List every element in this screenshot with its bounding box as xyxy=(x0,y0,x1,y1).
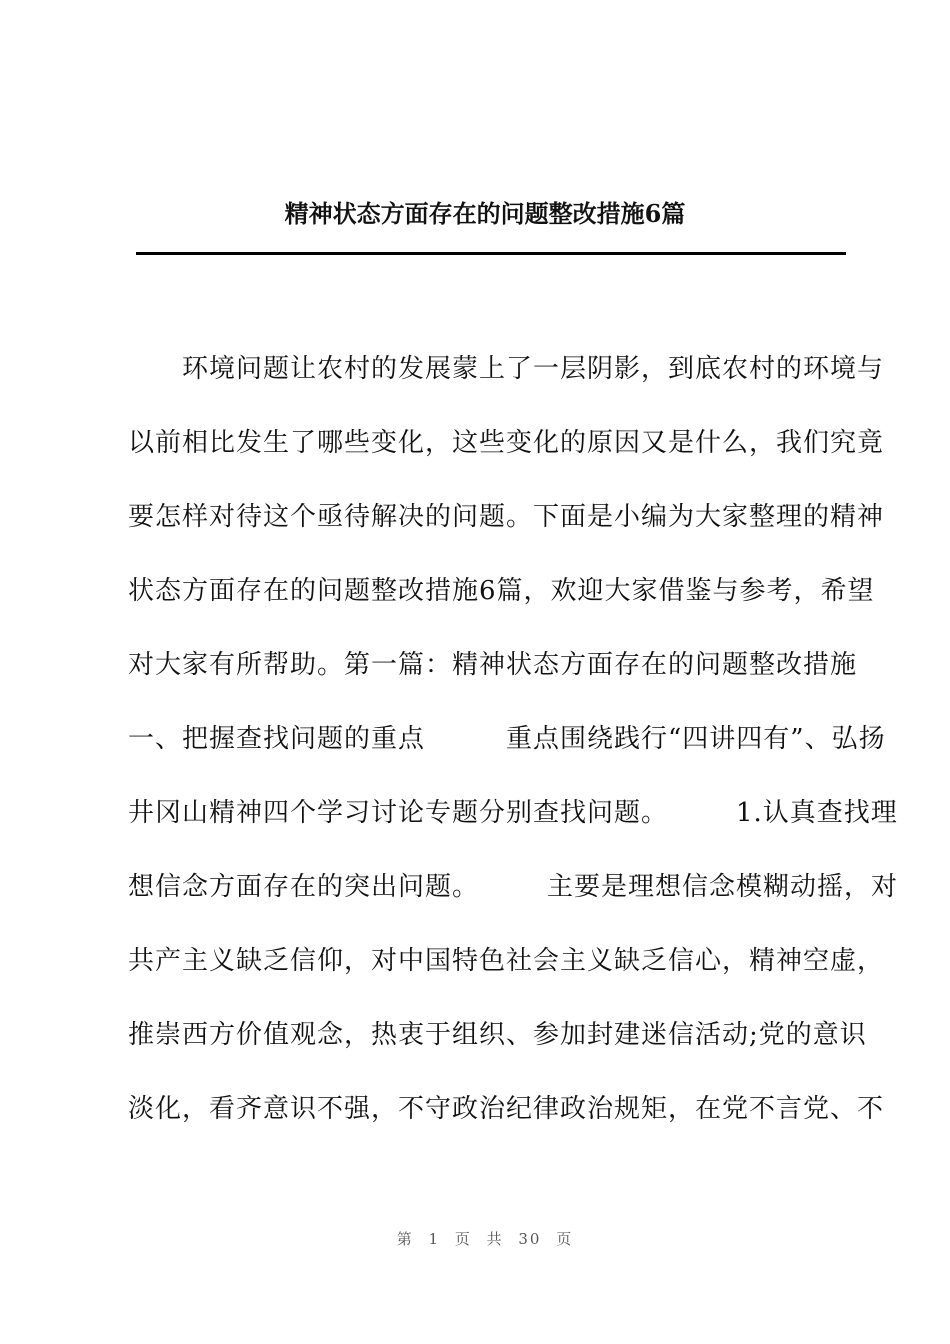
body-line: 对大家有所帮助。第一篇：精神状态方面存在的问题整改措施 xyxy=(128,650,858,680)
body-line: 要怎样对待这个亟待解决的问题。下面是小编为大家整理的精神 xyxy=(128,502,885,532)
body-line: 以前相比发生了哪些变化，这些变化的原因又是什么，我们究竟 xyxy=(128,428,885,458)
body-line: 推崇西方价值观念，热衷于组织、参加封建迷信活动;党的意识 xyxy=(128,1020,867,1050)
body-line: 井冈山精神四个学习讨论专题分别查找问题。 1.认真查找理 xyxy=(128,798,898,828)
document-title: 精神状态方面存在的问题整改措施6篇 xyxy=(284,199,686,228)
body-line: 环境问题让农村的发展蒙上了一层阴影，到底农村的环境与 xyxy=(128,354,885,384)
body-line: 一、把握查找问题的重点 重点围绕践行“四讲四有”、弘扬 xyxy=(128,724,886,754)
body-line: 共产主义缺乏信仰，对中国特色社会主义缺乏信心，精神空虚， xyxy=(128,946,885,976)
body-line: 状态方面存在的问题整改措施6篇，欢迎大家借鉴与参考，希望 xyxy=(128,576,875,606)
document-body xyxy=(128,346,899,1160)
title-underline xyxy=(136,252,846,255)
body-line: 淡化，看齐意识不强，不守政治纪律政治规矩，在党不言党、不 xyxy=(128,1094,885,1124)
page-number-footer: 第 1 页 共 30 页 xyxy=(396,1230,574,1248)
body-line: 想信念方面存在的突出问题。 主要是理想信念模糊动摇，对 xyxy=(128,872,899,902)
